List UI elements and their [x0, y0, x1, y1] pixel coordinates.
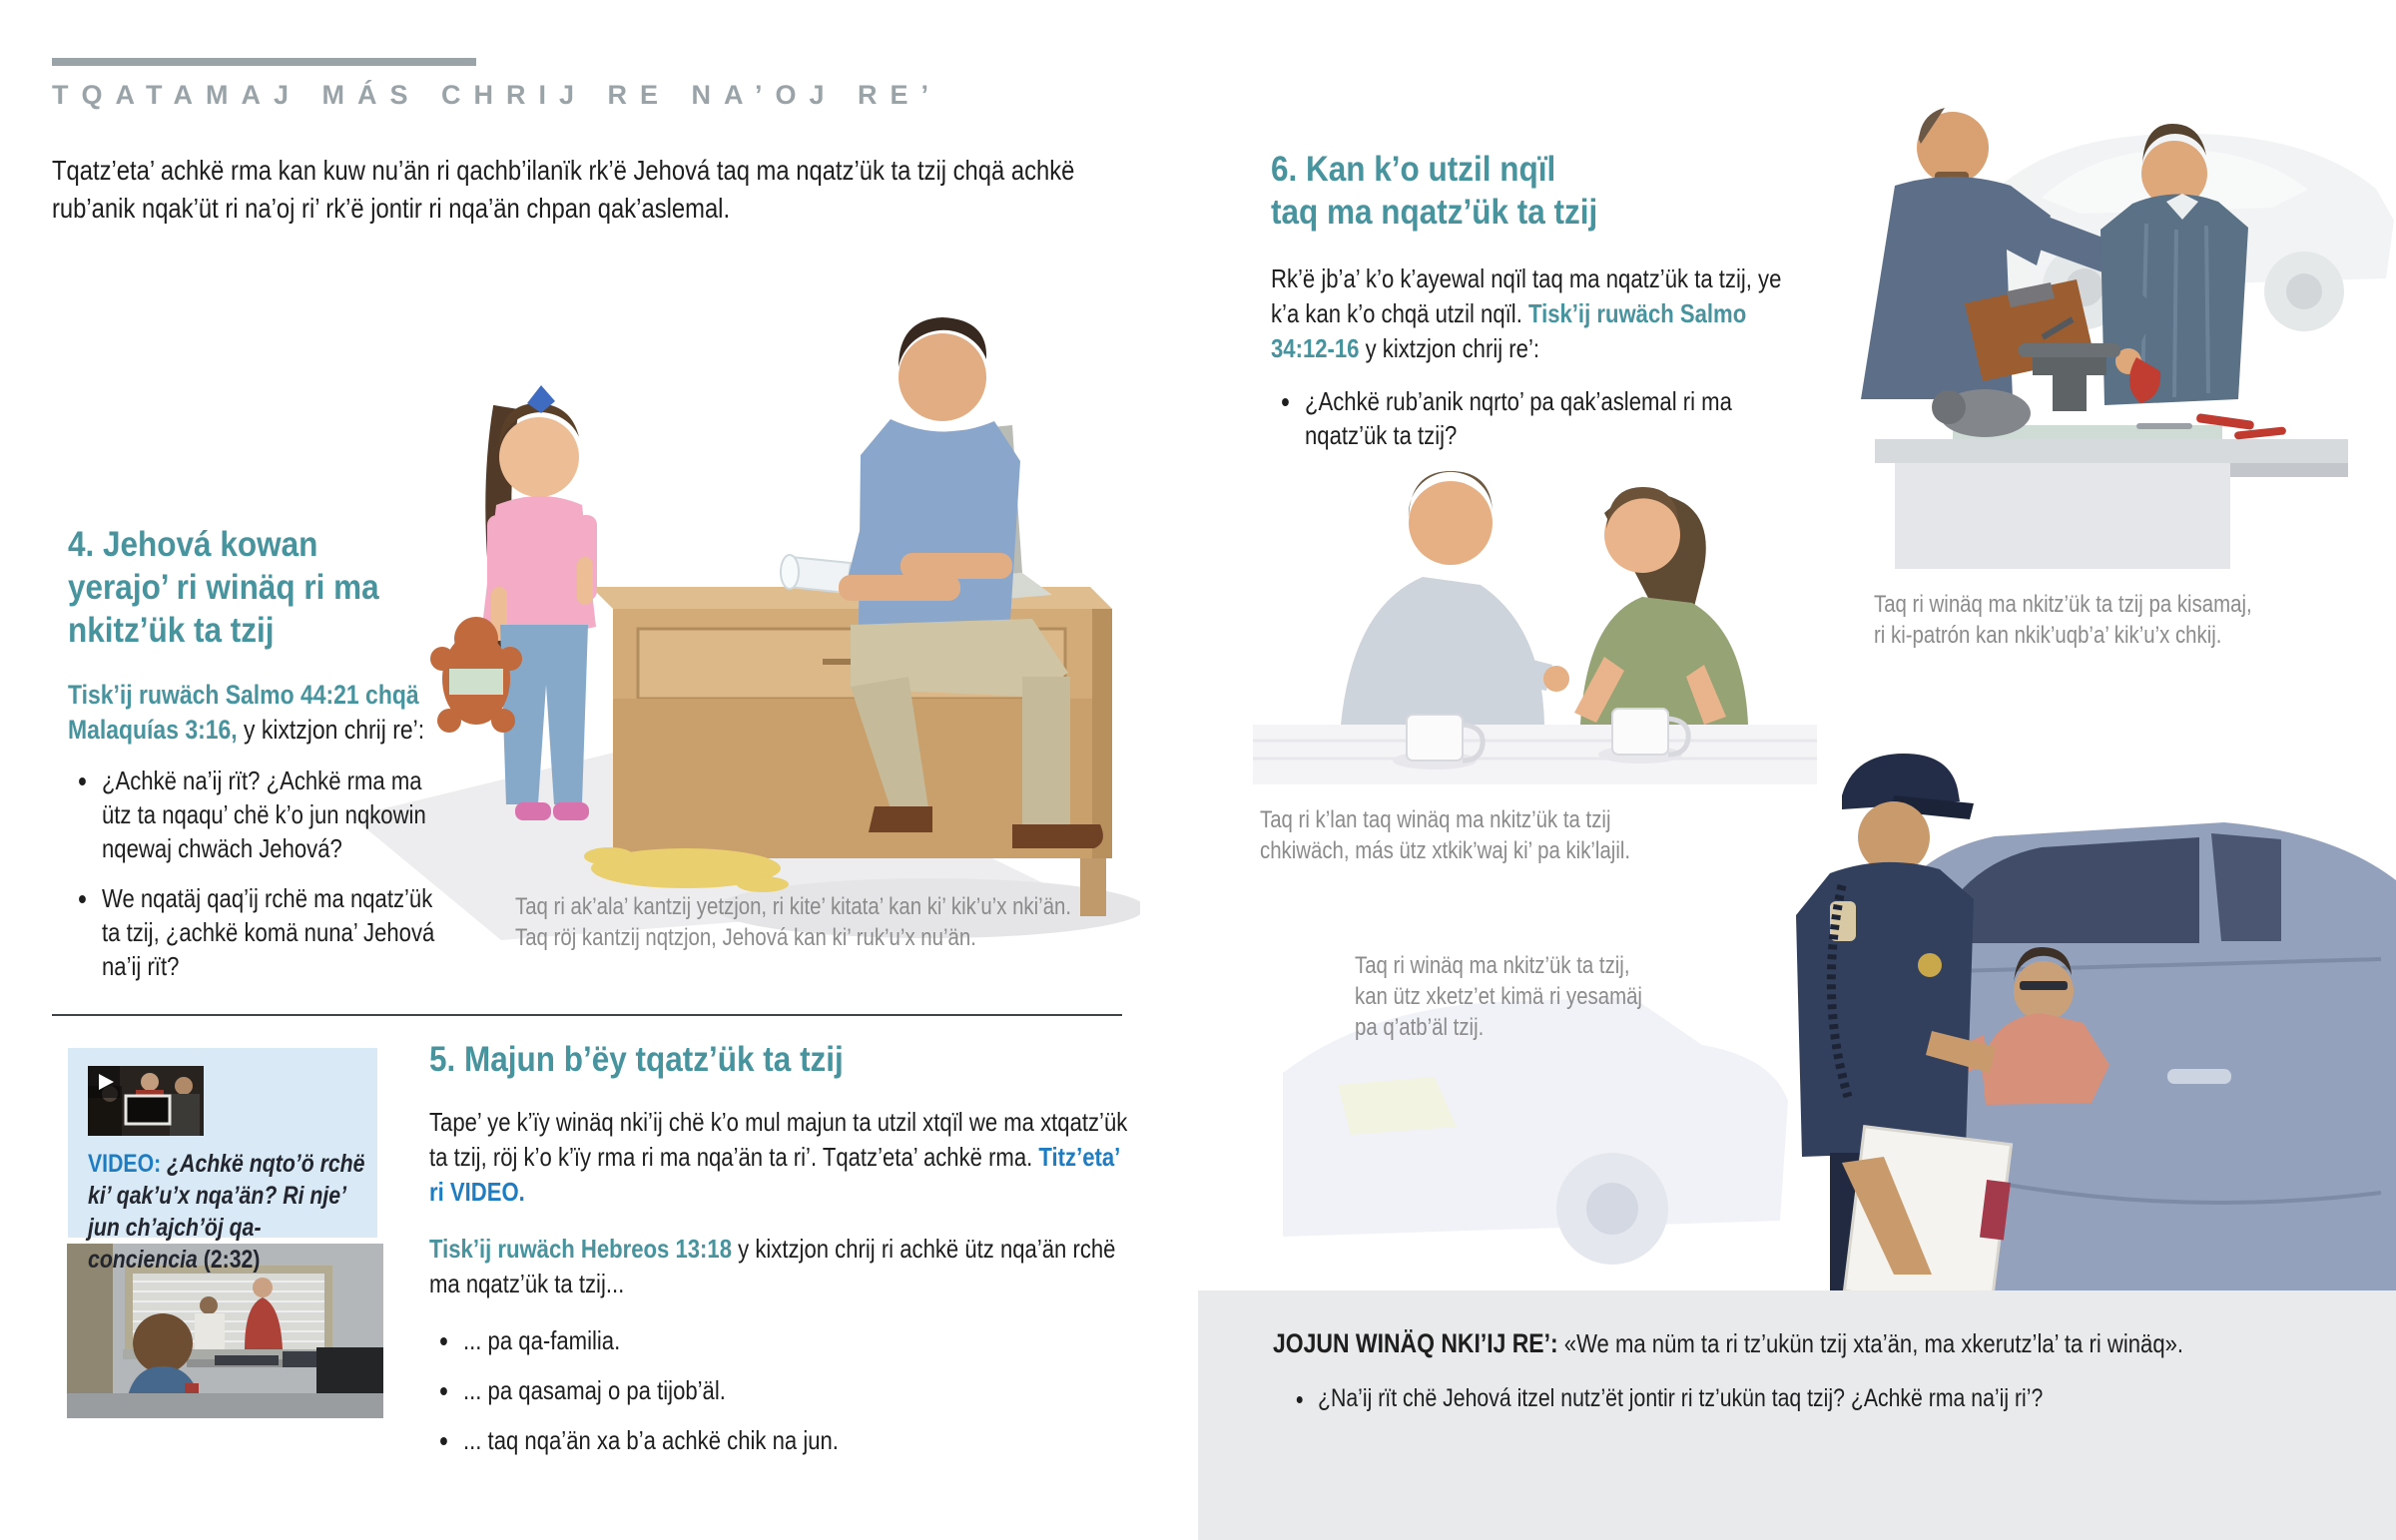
couple-caption [1260, 804, 1696, 866]
video-box [68, 1048, 377, 1274]
wife [1574, 487, 1748, 725]
caption-line: pa q’atb’äl tzij. [1355, 1014, 1485, 1041]
discussion-heading-line [1273, 1326, 2376, 1360]
video-title-text: ¿Achkë nqto’ö rchë ki’ qak’u’x nqa’än? Ri nje’ jun ch’ajch’öj qa-conciencia [88, 1150, 365, 1274]
section-6-heading [1271, 148, 1774, 234]
kicker-bar [52, 58, 476, 66]
video-title [88, 1148, 365, 1276]
section-5-paragraph [429, 1105, 1138, 1210]
section-5-instruction [429, 1232, 1138, 1301]
section-4-heading [68, 523, 481, 652]
list-item: • ¿Achkë rub’anik nqrto’ pa qak’aslemal ri ma nqatz’ük ta tzij? [1302, 384, 1811, 452]
play-icon[interactable] [88, 1066, 120, 1098]
video-label: VIDEO: [88, 1150, 162, 1178]
bench-vise [2033, 353, 2106, 411]
caption-line: ri ki-patrón kan nkik’uqb’a’ kik’u’x chkij. [1874, 622, 2222, 649]
paragraph-text: Tape’ ye k’ïy winäq nki’ij chë k’o mul majun ta utzil xtqïl we ma xtqatz’ük ta tzij, röj k’o k’ïy rma ri ma nqa’än ta ri’. Tqatz’eta’ achkë rma. [429, 1107, 1128, 1172]
couple-illustration [1253, 427, 1817, 784]
heading-line: 6. Kan k’o utzil nqïl [1271, 150, 1556, 189]
caption-line: kan ütz xketz’et kimä ri yesamäj [1355, 983, 1642, 1010]
instruction-text: y kixtzjon chrij ri achkë ütz nqa’än rchë ma nqatz’ük ta tzij... [429, 1234, 1116, 1298]
section-6 [1271, 148, 1830, 452]
father-daughter-caption [515, 891, 1169, 953]
list-item: • ¿Na’ij rït chë Jehová itzel nutz’ët jontir ri tz’ukün taq tzij? ¿Achkë rma na’ij ri’? [1315, 1382, 2367, 1415]
watch-video-link[interactable]: Titz’eta’ ri VIDEO. [429, 1142, 1120, 1207]
scripture-link-salmo-34[interactable]: Tisk’ij ruwäch Salmo 34:12-16 [1271, 298, 1747, 363]
video-duration: (2:32) [203, 1246, 261, 1274]
glasses [2020, 981, 2068, 990]
leather-chairs [316, 1347, 383, 1397]
caption-line: Taq ri winäq ma nkitz’ük ta tzij pa kisamaj, [1874, 591, 2252, 618]
section-4 [68, 523, 527, 983]
door-handle [2167, 1069, 2231, 1084]
caption-line: chkiwäch, más ütz xtkik’waj ki’ pa kik’lajil. [1260, 837, 1631, 864]
section-5-heading: 5. Majun b’ëy tqatz’ük ta tzij [429, 1040, 844, 1079]
caption-line: Taq röj kantzij nqtzjon, Jehová kan ki’ ruk’u’x nu’än. [515, 924, 976, 951]
section-5-list [429, 1323, 1105, 1457]
caption-line: Taq ri k’lan taq winäq ma nkitz’ük ta tzij [1260, 806, 1611, 833]
list-item: • ... pa qa-familia. [460, 1323, 1105, 1357]
list-item: • ... taq nqa’än xa b’a achkë chik na jun. [460, 1423, 1105, 1457]
section-5 [429, 1038, 1188, 1457]
caption-line: Taq ri winäq ma nkitz’ük ta tzij, [1355, 952, 1630, 979]
section-6-questions [1271, 384, 1811, 452]
instruction-text: y kixtzjon chrij re’: [237, 715, 425, 745]
heading-line: nkitz’ük ta tzij [68, 611, 275, 650]
badge [1918, 953, 1942, 977]
caption-line: Taq ri ak’ala’ kantzij yetzjon, ri kite’ kitata’ kan ki’ kik’u’x nki’än. [515, 893, 1072, 920]
section-6-paragraph [1271, 261, 1810, 366]
section-divider [52, 1014, 1122, 1016]
list-item: • We nqatäj qaq’ij rchë ma nqatz’ük ta tzij, ¿achkë komä nuna’ Jehová na’ij rït? [99, 881, 440, 983]
scripture-link-salmo-44[interactable]: Tisk’ij ruwäch Salmo 44:21 chqä Malaquías 3:16, [68, 680, 419, 745]
police-caption [1355, 950, 1693, 1043]
mechanic-caption [1874, 589, 2319, 651]
discussion-heading: JOJUN WINÄQ NKI’IJ RE’: [1273, 1328, 1558, 1358]
list-item: • ... pa qasamaj o pa tijob’äl. [460, 1373, 1105, 1407]
kicker-heading: TQATAMAJ MÁS CHRIJ RE NA’OJ RE’ [52, 80, 942, 110]
mechanics-illustration [1837, 52, 2396, 569]
paragraph-text: Rk’ë jb’a’ k’o k’ayewal nqïl taq ma nqatz’ük ta tzij, ye k’a kan k’o chqä utzil nqïl. [1271, 263, 1782, 328]
discussion-quote: «We ma nüm ta ri tz’ukün tzij xta’än, ma xkerutz’la’ ta ri winäq». [1557, 1328, 2184, 1358]
heading-line: yerajo’ ri winäq ri ma [68, 568, 379, 607]
intro-paragraph: Tqatz’eta’ achkë rma kan kuw nu’än ri qachb’ilanïk rk’ë Jehová taq ma nqatz’ük ta tzij chqä achkë rub’anik nqak’üt ri na’oj ri’ rk’ë jontir ri nqa’än chpan qak’aslemal. [52, 155, 1075, 224]
heading-line: taq ma nqatz’ük ta tzij [1271, 193, 1598, 232]
list-item: • ¿Achkë na’ij rït? ¿Achkë rma ma ütz ta nqaqu’ chë k’o jun nqkowin nqewaj chwäch Jehová? [99, 764, 440, 865]
husband [1341, 471, 1569, 725]
discussion-questions [1284, 1382, 2367, 1415]
discussion-box [1198, 1290, 2396, 1540]
scripture-link-hebreos-13[interactable]: Tisk’ij ruwäch Hebreos 13:18 [429, 1234, 732, 1264]
section-4-questions [68, 764, 439, 983]
monitor [126, 1096, 170, 1124]
instruction-text: y kixtzjon chrij re’: [1359, 333, 1539, 363]
heading-line: 4. Jehová kowan [68, 525, 318, 564]
section-4-instruction [68, 678, 438, 748]
video-thumbnail[interactable] [88, 1066, 204, 1136]
